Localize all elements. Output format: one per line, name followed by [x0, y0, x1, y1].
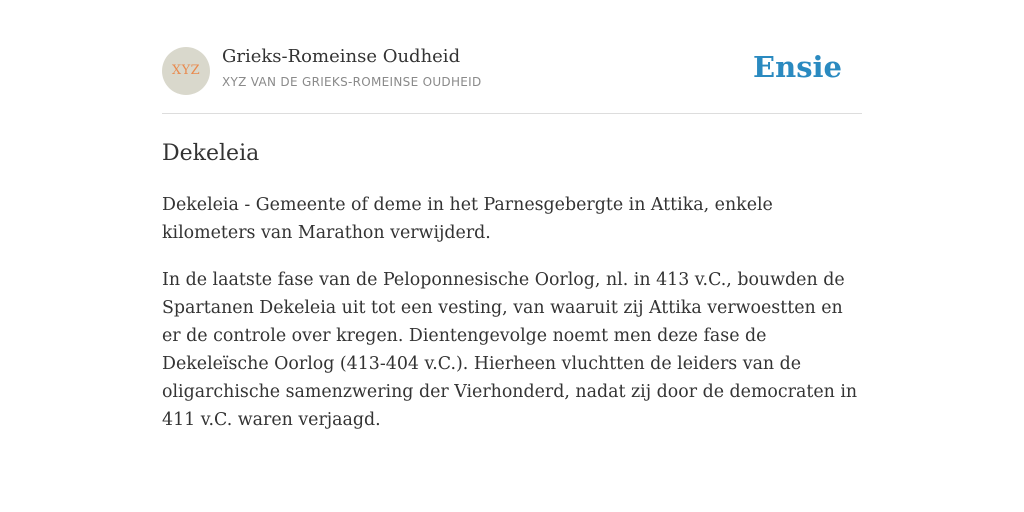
- article-body: [162, 191, 862, 434]
- site-subtitle: XYZ VAN DE GRIEKS-ROMEINSE OUDHEID: [222, 75, 482, 89]
- article-paragraph: Dekeleia - Gemeente of deme in het Parnesgebergte in Attika, enkele kilometers van Marathon verwijderd.: [162, 195, 773, 243]
- article-title: Dekeleia: [162, 141, 260, 166]
- site-title[interactable]: Grieks-Romeinse Oudheid: [222, 46, 461, 67]
- page-container: [162, 0, 862, 434]
- avatar[interactable]: XYZ: [162, 47, 210, 95]
- article-paragraph: In de laatste fase van de Peloponnesische Oorlog, nl. in 413 v.C., bouwden de Spartanen Dekeleia uit tot een vesting, van waaruit zij Attika verwoestten en er de controle over kregen. Dientengevolge noemt men deze fase de Dekeleïsche Oorlog (413-404 v.C.). Hierheen vluchtten de leiders van de oligarchische samenzwering der Vierhonderd, nadat zij door de democraten in 411 v.C. waren verjaagd.: [162, 270, 858, 430]
- header: [162, 0, 862, 114]
- brand-logo[interactable]: Ensie: [753, 50, 842, 84]
